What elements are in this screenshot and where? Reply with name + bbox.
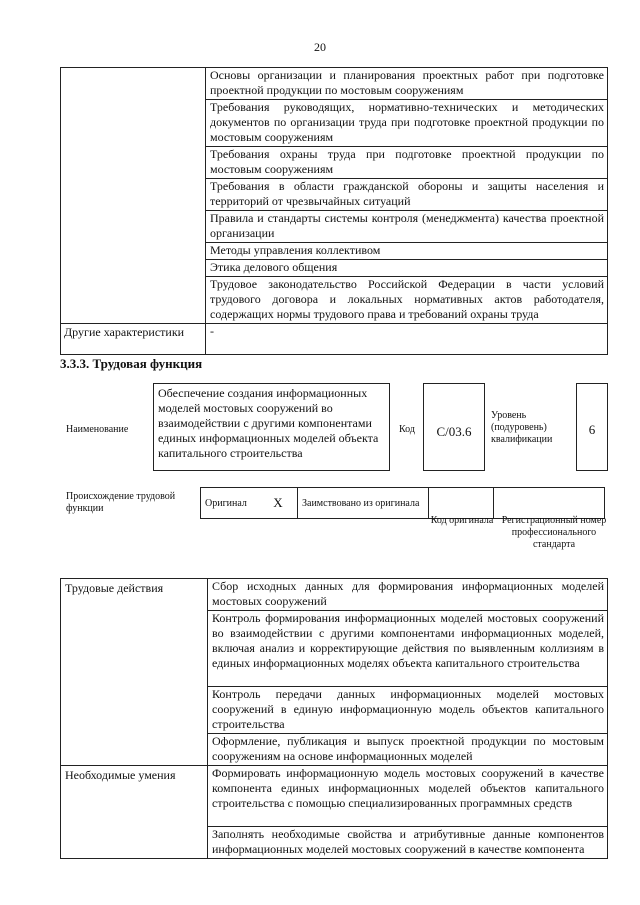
page-number: 20	[314, 40, 326, 54]
knowledge-item: Требования руководящих, нормативно-технических и методических документов по организации труда при подготовке проектной продукции по мостовым сооружениям	[206, 100, 608, 147]
origin-label: Происхождение трудовой функции	[66, 491, 176, 514]
level-label: Уровень (подуровень) квалификации	[491, 410, 553, 445]
other-characteristics-label: Другие характеристики	[61, 324, 206, 355]
code-label: Код	[399, 424, 415, 435]
skills-label: Необходимые умения	[61, 766, 208, 859]
knowledge-item: Требования охраны труда при подготовке проектной продукции по мостовым сооружениям	[206, 147, 608, 179]
actions-label: Трудовые действия	[61, 579, 208, 766]
function-table	[60, 578, 608, 859]
other-characteristics-value: -	[206, 324, 608, 355]
action-item: Контроль формирования информационных моделей мостовых сооружений во взаимодействии с другими компонентами информационных моделей, включая анализ и корректирующие действия по выявленным коллизиям в единых информационных моделях объекта капитального строительства	[208, 611, 608, 687]
action-item: Оформление, публикация и выпуск проектной продукции по мостовым сооружениям на основе информационных моделей	[208, 734, 608, 766]
original-mark: X	[259, 488, 298, 519]
code-caption: Код оригинала	[430, 515, 494, 526]
name-label: Наименование	[66, 424, 129, 435]
skill-item: Заполнять необходимые свойства и атрибутивные данные компонентов информационных моделей мостовых сооружений в качестве компонента	[208, 827, 608, 859]
borrowed-label: Заимствовано из оригинала	[298, 488, 429, 519]
knowledge-table	[60, 67, 608, 355]
empty-label-cell	[61, 68, 206, 324]
skill-item: Формировать информационную модель мостовых сооружений в качестве компонента единых информационных моделей объектов капитального строительства с помощью специализированных программных средств	[208, 766, 608, 827]
knowledge-item: Методы управления коллективом	[206, 243, 608, 260]
action-item: Сбор исходных данных для формирования информационных моделей мостовых сооружений	[208, 579, 608, 611]
registration-number-cell	[494, 488, 605, 519]
action-item: Контроль передачи данных информационных моделей мостовых сооружений в единую информационную модель объектов капитального строительства	[208, 687, 608, 734]
original-label: Оригинал	[201, 488, 260, 519]
function-name: Обеспечение создания информационных моделей мостовых сооружений во взаимодействии с другими компонентами единых информационных моделей объекта капитального строительства	[153, 383, 390, 471]
original-code-cell	[429, 488, 494, 519]
knowledge-item: Этика делового общения	[206, 260, 608, 277]
knowledge-item: Правила и стандарты системы контроля (менеджмента) качества проектной организации	[206, 211, 608, 243]
qualification-level: 6	[576, 383, 608, 471]
knowledge-item: Трудовое законодательство Российской Федерации в части условий трудового договора и локальных нормативных актов работодателя, содержащих нормы трудового права и требований охраны труда	[206, 277, 608, 324]
section-title: 3.3.3. Трудовая функция	[60, 356, 203, 371]
registration-caption: Регистрационный номер профессионального стандарта	[501, 515, 607, 550]
knowledge-item: Требования в области гражданской обороны и защиты населения и территорий от чрезвычайных ситуаций	[206, 179, 608, 211]
knowledge-item: Основы организации и планирования проектных работ при подготовке проектной продукции по мостовым сооружениям	[206, 68, 608, 100]
function-code: C/03.6	[423, 383, 485, 471]
